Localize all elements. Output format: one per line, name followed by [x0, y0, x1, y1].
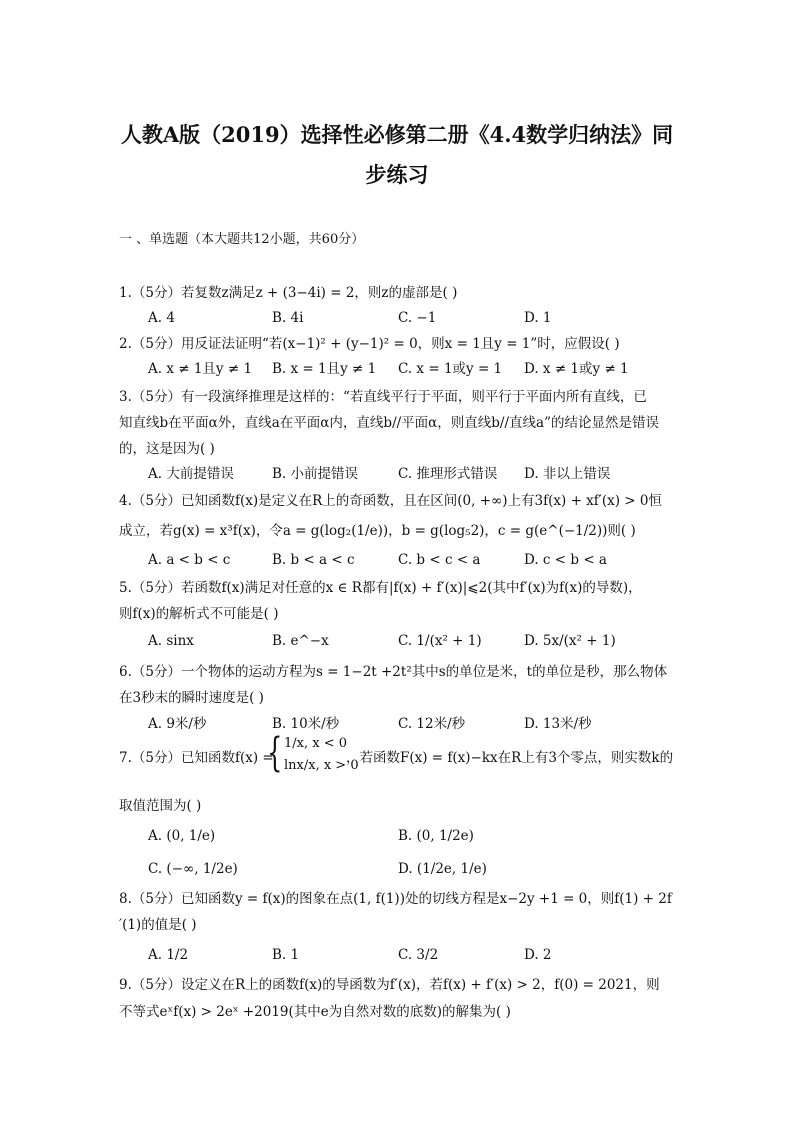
question-3-stem-line2: 知直线b在平面α外，直线a在平面α内，直线b//平面α，则直线b//直线a”的结论显然是错误 — [119, 415, 659, 431]
question-5-stem-line2: 则f(x)的解析式不可能是( ) — [119, 606, 279, 622]
question-7-option-b: B. (0, 1/2e) — [398, 828, 474, 844]
question-7-option-a: A. (0, 1/e) — [148, 828, 216, 844]
question-6-option-d: D. 13米/秒 — [524, 716, 592, 732]
question-4-option-c: C. b < c < a — [398, 552, 481, 568]
question-4-stem-line1: 4.（5分）已知函数f(x)是定义在R上的奇函数，且在区间(0, +∞)上有3f(x) + xf′(x) > 0恒 — [119, 493, 662, 509]
question-5-stem-line1: 5.（5分）若函数f(x)满足对任意的x ∈ R都有|f(x) + f′(x)|⩽2(其中f′(x)为f(x)的导数)， — [119, 580, 642, 596]
question-7-stem-part2: ，若函数F(x) = f(x)−kx在R上有3个零点，则实数k的 — [346, 750, 674, 766]
question-9-stem-line2: 不等式eˣf(x) > 2eˣ +2019(其中e为自然对数的底数)的解集为( ) — [119, 1004, 511, 1020]
question-6-option-c: C. 12米/秒 — [398, 716, 466, 732]
question-2-stem: 2.（5分）用反证法证明“若(x−1)² + (y−1)² = 0，则x = 1且y = 1”时，应假设( ) — [119, 336, 620, 352]
question-4-option-a: A. a < b < c — [148, 552, 231, 568]
question-1-option-c: C. −1 — [398, 310, 437, 326]
question-7-piece-2: lnx/x, x > 0 — [284, 758, 359, 773]
question-7-piece-1: 1/x, x < 0 — [284, 736, 348, 751]
question-8-stem-line2: ′(1)的值是( ) — [119, 917, 197, 933]
document-title-line1: 人教A版（2019）选择性必修第二册《4.4数学归纳法》同 — [120, 122, 674, 147]
question-5-option-c: C. 1/(x² + 1) — [398, 633, 482, 649]
question-7-stem-line2: 取值范围为( ) — [119, 798, 202, 814]
question-8-option-c: C. 3/2 — [398, 947, 439, 963]
question-3-option-b: B. 小前提错误 — [272, 466, 359, 482]
question-6-option-b: B. 10米/秒 — [272, 716, 340, 732]
piecewise-brace: { — [267, 730, 283, 776]
question-4-stem-line2: 成立，若g(x) = x³f(x)，令a = g(log₂(1/e))，b = g(log₅2)，c = g(e^(−1/2))则( ) — [119, 523, 636, 539]
document-title-line2: 步练习 — [365, 162, 429, 187]
question-7-option-c: C. (−∞, 1/2e) — [148, 861, 238, 877]
question-4-option-d: D. c < b < a — [524, 552, 607, 568]
question-5-option-d: D. 5x/(x² + 1) — [524, 633, 616, 649]
question-5-option-a: A. sinx — [148, 633, 194, 649]
question-3-option-c: C. 推理形式错误 — [398, 466, 498, 482]
question-1-stem: 1.（5分）若复数z满足z + (3−4i) = 2，则z的虚部是( ) — [119, 285, 458, 301]
question-8-option-d: D. 2 — [524, 947, 552, 963]
question-9-stem-line1: 9.（5分）设定义在R上的函数f(x)的导函数为f′(x)，若f(x) + f′(x) > 2，f(0) = 2021，则 — [119, 977, 660, 993]
question-3-stem-line3: 的，这是因为( ) — [119, 441, 215, 457]
question-1-option-a: A. 4 — [148, 310, 175, 326]
question-5-option-b: B. e^−x — [272, 633, 329, 649]
question-8-option-b: B. 1 — [272, 947, 300, 963]
question-8-stem-line1: 8.（5分）已知函数y = f(x)的图象在点(1, f(1))处的切线方程是x−2y +1 = 0，则f(1) + 2f — [119, 891, 672, 907]
question-2-option-d: D. x ≠ 1或y ≠ 1 — [524, 361, 629, 377]
question-4-option-b: B. b < a < c — [272, 552, 355, 568]
question-1-option-b: B. 4i — [272, 310, 304, 326]
question-2-option-b: B. x = 1且y ≠ 1 — [272, 361, 377, 377]
question-7-option-d: D. (1/2e, 1/e) — [398, 861, 487, 877]
question-6-stem-line1: 6.（5分）一个物体的运动方程为s = 1−2t +2t²其中s的单位是米，t的单位是秒，那么物体 — [119, 664, 668, 680]
section-heading: 一 、单选题（本大题共12小题，共60分） — [119, 232, 365, 247]
question-2-option-a: A. x ≠ 1且y ≠ 1 — [148, 361, 253, 377]
question-8-option-a: A. 1/2 — [148, 947, 189, 963]
question-2-option-c: C. x = 1或y = 1 — [398, 361, 503, 377]
question-3-option-d: D. 非以上错误 — [524, 466, 611, 482]
question-6-stem-line2: 在3秒末的瞬时速度是( ) — [119, 690, 264, 706]
question-6-option-a: A. 9米/秒 — [148, 716, 207, 732]
question-1-option-d: D. 1 — [524, 310, 552, 326]
question-3-stem-line1: 3.（5分）有一段演绎推理是这样的：“若直线平行于平面，则平行于平面内所有直线，已 — [119, 389, 647, 405]
question-3-option-a: A. 大前提错误 — [148, 466, 234, 482]
question-7-stem-part1: 7.（5分）已知函数f(x) = — [119, 750, 274, 766]
